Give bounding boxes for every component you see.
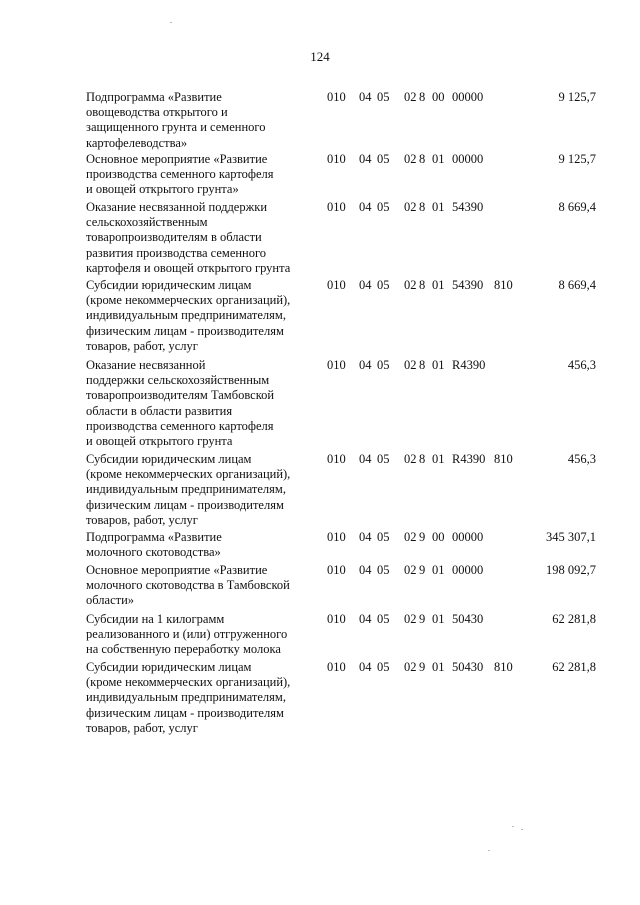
row-ved-code: 010 [327,530,346,544]
row-csr-code-part: 9 [419,660,426,674]
row-podrazdel-code: 05 [377,90,390,104]
row-razdel-code: 04 [359,563,372,577]
row-csr-code-part: 8 [419,152,426,166]
scan-speck [488,850,490,851]
row-name: Оказание несвязанной поддержки сельскохозяйственным товаропроизводителям в области развития производства семенного картофеля и овощей открытого грунта [86,200,291,275]
row-csr-code-part: 02 [404,563,417,577]
row-csr-code-part: 01 [432,563,445,577]
row-ved-code: 010 [327,660,346,674]
row-razdel-code: 04 [359,200,372,214]
row-csr-code-part: 02 [404,530,417,544]
scan-speck [521,829,523,830]
row-razdel-code: 04 [359,278,372,292]
row-name: Субсидии юридическим лицам (кроме некоммерческих организаций), индивидуальным предпринимателям, физическим лицам - производителям товаров, работ, услуг [86,278,291,353]
row-ved-code: 010 [327,452,346,466]
row-name: Субсидии на 1 килограмм реализованного и (или) отгруженного на собственную переработку молока [86,612,288,657]
row-csr-code-part: 00000 [452,90,484,104]
row-csr-code-part: 01 [432,612,445,626]
row-csr-code-part: 02 [404,660,417,674]
row-sum: 62 281,8 [552,660,596,674]
row-podrazdel-code: 05 [377,152,390,166]
row-csr-code-part: 01 [432,152,445,166]
row-name: Субсидии юридическим лицам (кроме некоммерческих организаций), индивидуальным предпринимателям, физическим лицам - производителям товаров, работ, услуг [86,452,291,527]
row-csr-code-part: 01 [432,452,445,466]
row-csr-code-part: 9 [419,612,426,626]
row-ved-code: 010 [327,152,346,166]
row-name: Подпрограмма «Развитие овощеводства открытого и защищенного грунта и семенного картофелеводства» [86,90,266,150]
row-sum: 198 092,7 [546,563,596,577]
row-sum: 456,3 [567,452,596,466]
row-csr-code-part: 02 [404,452,417,466]
row-vr-code: 810 [494,660,513,674]
row-razdel-code: 04 [359,612,372,626]
row-name: Подпрограмма «Развитие молочного скотоводства» [86,530,222,560]
row-vr-code: 810 [494,452,513,466]
scan-speck [170,22,172,23]
row-csr-code-part: 00 [432,90,445,104]
row-podrazdel-code: 05 [377,563,390,577]
row-ved-code: 010 [327,278,346,292]
row-razdel-code: 04 [359,452,372,466]
row-podrazdel-code: 05 [377,660,390,674]
row-sum: 8 669,4 [558,278,596,292]
scan-speck [512,826,514,827]
row-csr-code-part: 9 [419,563,426,577]
row-csr-code-part: 8 [419,452,426,466]
row-csr-code-part: 8 [419,278,426,292]
row-razdel-code: 04 [359,152,372,166]
row-sum: 9 125,7 [558,90,596,104]
row-ved-code: 010 [327,200,346,214]
row-csr-code-part: 01 [432,660,445,674]
row-csr-code-part: 02 [404,152,417,166]
row-razdel-code: 04 [359,530,372,544]
row-ved-code: 010 [327,612,346,626]
row-csr-code-part: 02 [404,90,417,104]
row-csr-code-part: R4390 [452,358,486,372]
row-podrazdel-code: 05 [377,452,390,466]
row-podrazdel-code: 05 [377,358,390,372]
row-csr-code-part: 8 [419,200,426,214]
row-csr-code-part: 8 [419,358,426,372]
row-csr-code-part: 54390 [452,200,484,214]
row-csr-code-part: 8 [419,90,426,104]
row-csr-code-part: 50430 [452,612,484,626]
row-podrazdel-code: 05 [377,278,390,292]
row-csr-code-part: 02 [404,612,417,626]
row-csr-code-part: 01 [432,200,445,214]
row-csr-code-part: 54390 [452,278,484,292]
page-number: 124 [310,49,330,64]
row-sum: 456,3 [567,358,596,372]
row-csr-code-part: 02 [404,358,417,372]
row-sum: 9 125,7 [558,152,596,166]
row-csr-code-part: 01 [432,358,445,372]
row-name: Субсидии юридическим лицам (кроме некоммерческих организаций), индивидуальным предпринимателям, физическим лицам - производителям товаров, работ, услуг [86,660,291,735]
row-podrazdel-code: 05 [377,530,390,544]
row-csr-code-part: 00000 [452,530,484,544]
row-csr-code-part: 9 [419,530,426,544]
row-razdel-code: 04 [359,660,372,674]
row-sum: 62 281,8 [552,612,596,626]
row-name: Основное мероприятие «Развитие молочного скотоводства в Тамбовской области» [86,563,290,608]
row-ved-code: 010 [327,563,346,577]
row-podrazdel-code: 05 [377,612,390,626]
row-sum: 8 669,4 [558,200,596,214]
row-name: Оказание несвязанной поддержки сельскохозяйственным товаропроизводителям Тамбовской области в области развития производства семенного картофеля и овощей открытого грунта [86,358,275,449]
row-csr-code-part: 02 [404,200,417,214]
row-razdel-code: 04 [359,90,372,104]
row-vr-code: 810 [494,278,513,292]
row-podrazdel-code: 05 [377,200,390,214]
row-sum: 345 307,1 [546,530,596,544]
row-csr-code-part: 50430 [452,660,484,674]
row-razdel-code: 04 [359,358,372,372]
row-csr-code-part: 01 [432,278,445,292]
row-csr-code-part: 00000 [452,152,484,166]
row-name: Основное мероприятие «Развитие производства семенного картофеля и овощей открытого грунта» [86,152,274,197]
row-csr-code-part: 02 [404,278,417,292]
row-csr-code-part: 00000 [452,563,484,577]
row-csr-code-part: 00 [432,530,445,544]
row-ved-code: 010 [327,90,346,104]
row-csr-code-part: R4390 [452,452,486,466]
row-ved-code: 010 [327,358,346,372]
